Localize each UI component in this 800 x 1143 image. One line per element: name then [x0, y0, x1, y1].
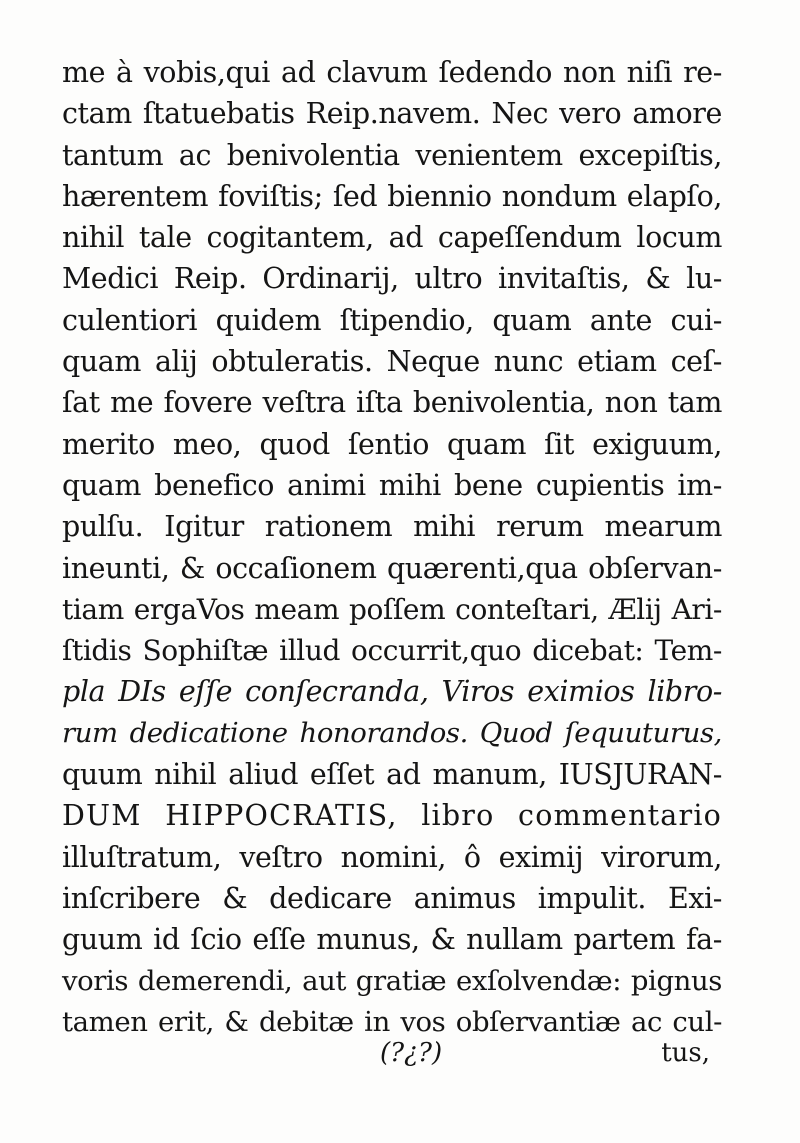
text-line: inſcribere & dedicare animus impulit. Exi-: [62, 881, 722, 915]
text-line: tamen erit, & debitæ in vos obſervantiæ ac cul-: [62, 1005, 722, 1038]
text-line-italic: rum dedicatione honorandos. Quod ſequuturus,: [62, 716, 722, 749]
text-line: quum nihil aliud eſſet ad manum, IUSJURAN-: [62, 758, 722, 792]
text-line: me à vobis,qui ad clavum ſedendo non niſi re-: [62, 56, 722, 89]
text-line: ſtidis Sophiſtæ illud occurrit,quo dicebat: Tem-: [62, 634, 722, 668]
signature-mark: (?¿?): [380, 1038, 443, 1068]
text-line: pulſu. Igitur rationem mihi rerum mearum: [62, 510, 722, 544]
text-line-italic: pla DIs eſſe conſecranda, Viros eximios libro-: [62, 675, 722, 709]
text-line: hærentem foviſtis; ſed biennio nondum elapſo,: [62, 179, 722, 213]
text-line: quam benefico animi mihi bene cupientis im-: [62, 468, 722, 502]
text-line: merito meo, quod ſentio quam ſit exiguum,: [62, 427, 722, 461]
text-line: Medici Reip. Ordinarij, ultro invitaſtis, & lu-: [62, 262, 722, 296]
text-line: ineunti, & occaſionem quærenti,qua obſervan-: [62, 551, 722, 585]
text-line: tiam ergaVos meam poſſem conteſtari, Ælij Ari-: [62, 592, 722, 626]
text-line: illuſtratum, veſtro nomini, ô eximij virorum,: [62, 840, 722, 874]
text-line: nihil tale cogitantem, ad capeſſendum locum: [62, 221, 722, 255]
catchword: tus,: [661, 1038, 710, 1068]
text-line: tantum ac benivolentia venientem excepiſtis,: [62, 138, 722, 172]
page-footer: [62, 1032, 722, 1074]
body-text: [62, 52, 722, 1043]
text-line: quam alij obtuleratis. Neque nunc etiam ceſ-: [62, 345, 722, 379]
text-line-small-caps: DUM HIPPOCRATIS, libro commentario: [62, 799, 722, 833]
text-line: guum id ſcio eſſe munus, & nullam partem fa-: [62, 923, 722, 957]
text-line: ctam ſtatuebatis Reip.navem. Nec vero amore: [62, 97, 722, 131]
text-line: culentiori quidem ſtipendio, quam ante cui-: [62, 303, 722, 337]
text-line: voris demerendi, aut gratiæ exſolvendæ: pignus: [62, 964, 722, 997]
text-line: ſat me fovere veſtra iſta benivolentia, non tam: [62, 386, 722, 420]
